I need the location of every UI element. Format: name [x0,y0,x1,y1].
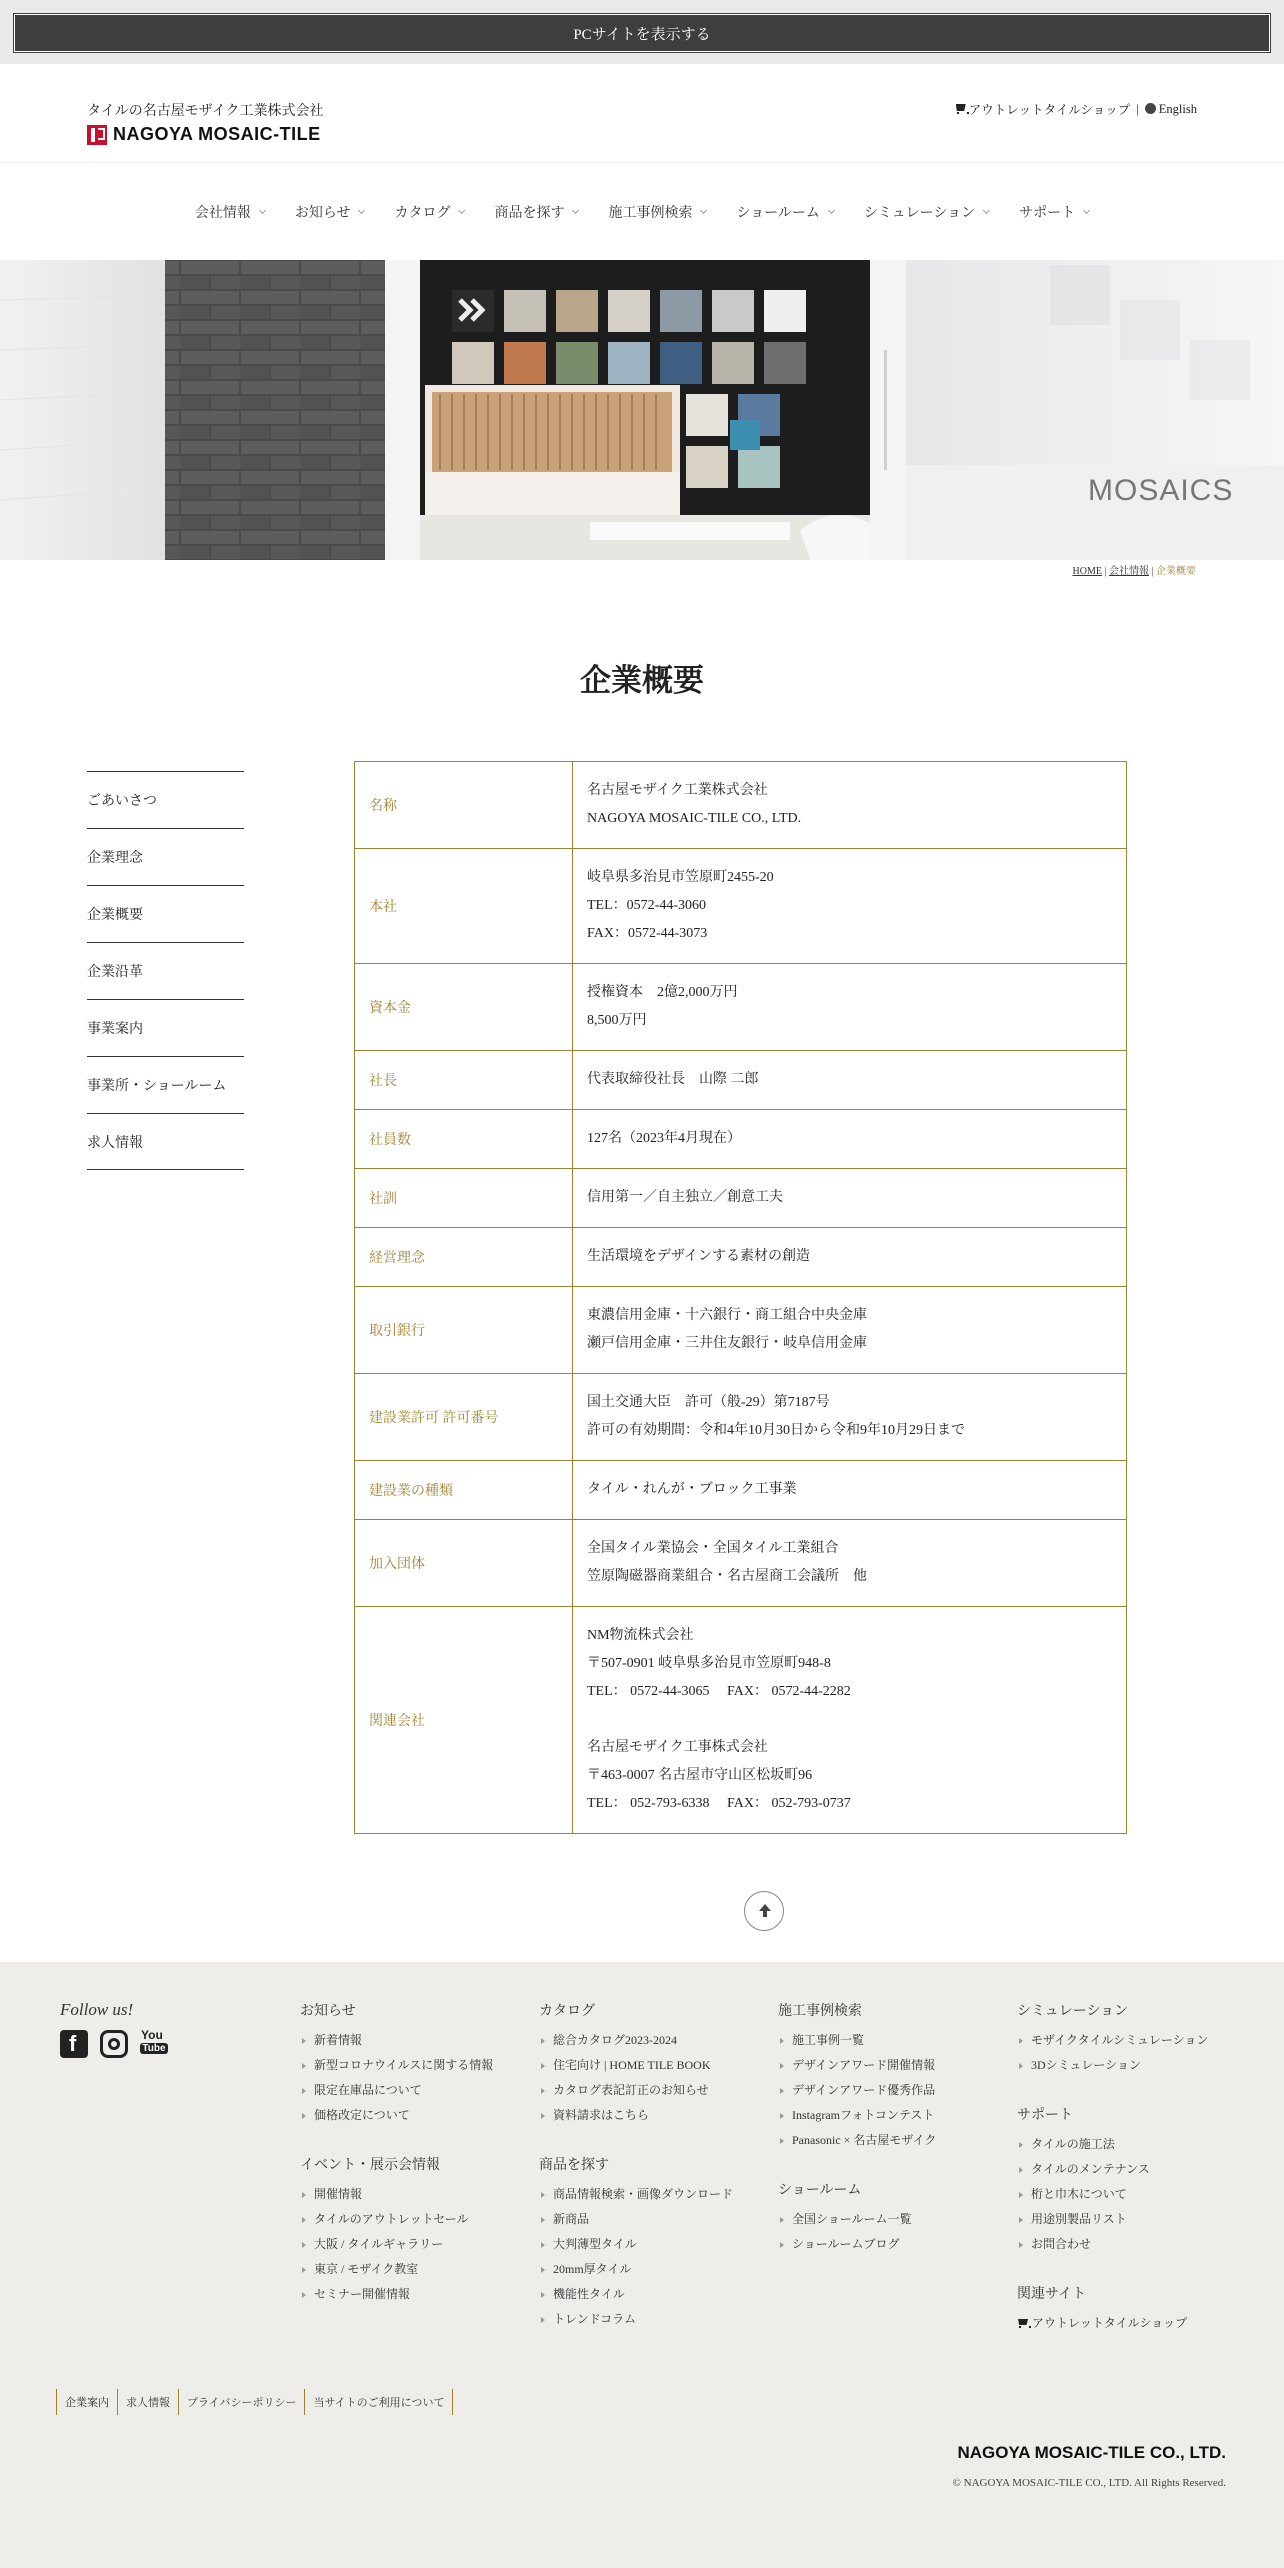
row-value [573,1110,1127,1169]
table-row [355,1607,1127,1834]
row-label: 社訓 [355,1169,573,1228]
table-row [355,964,1127,1051]
logo-text: NAGOYA MOSAIC-TILE [113,124,321,144]
footer-heading[interactable]: お知らせ [300,2004,356,2019]
table-row [355,1169,1127,1228]
breadcrumb-separator: | [1104,566,1107,577]
outlet-link[interactable]: アウトレットタイルショップ [954,100,1131,118]
footer-link[interactable]: ショールームブログ [778,2232,936,2257]
nav-item-label: 商品を探す [494,205,565,221]
footer-column-3 [778,2000,936,2283]
row-value [573,1169,1127,1228]
footer-heading[interactable]: ショールーム [778,2183,862,2198]
table-row [355,762,1127,849]
table-row [355,849,1127,964]
footer-bottom-link[interactable]: 求人情報 [118,2389,179,2415]
sidebar-item[interactable]: 企業概要 [87,885,244,942]
footer-column-2 [539,2000,733,2358]
nav-item[interactable] [1019,202,1089,222]
footer-link[interactable]: 20mm厚タイル [539,2257,733,2282]
company-subtitle: タイルの名古屋モザイク工業株式会社 [87,104,324,119]
footer-link-list [539,2182,733,2332]
footer-link-list [300,2182,493,2307]
footer-link[interactable]: モザイクタイルシミュレーション [1017,2028,1208,2053]
chevron-down-icon [259,206,266,213]
nav-item-label: 会社情報 [194,205,251,221]
footer-link[interactable]: 施工事例一覧 [778,2028,936,2053]
footer-link[interactable]: デザインアワード開催情報 [778,2053,936,2078]
value-line: TEL：0572-44-3060 [587,898,706,913]
row-value [573,1051,1127,1110]
nav-item[interactable] [736,202,833,222]
footer-link-list [778,2028,936,2153]
footer-bottom-links [56,2389,453,2415]
footer-link[interactable]: 価格改定について [300,2103,493,2128]
hero-image [0,260,1284,560]
sidebar-item[interactable]: 事業所・ショールーム [87,1056,244,1113]
row-label: 経営理念 [355,1228,573,1287]
value-line: FAX：0572-44-3073 [587,926,708,941]
row-value [573,1607,1127,1834]
value-line: 生活環境をデザインする素材の創造 [587,1249,811,1264]
breadcrumb-current: 企業概要 [1156,566,1196,577]
row-value [573,1287,1127,1374]
table-row [355,1520,1127,1607]
footer-column-4 [1017,2000,1208,2362]
nav-item[interactable] [394,202,464,222]
footer-link[interactable]: 機能性タイル [539,2282,733,2307]
site-footer [0,1962,1284,2568]
related-outlet-label: アウトレットタイルショップ [1032,2316,1188,2330]
row-label: 資本金 [355,964,573,1051]
nav-item-label: 施工事例検索 [608,205,693,221]
showroom-photo [0,260,1284,560]
footer-link[interactable]: タイルの施工法 [1017,2132,1208,2157]
chevron-down-icon [1083,206,1090,213]
value-line: 許可の有効期間：令和4年10月30日から令和9年10月29日まで [587,1423,965,1438]
chevron-down-icon [358,206,365,213]
footer-link[interactable]: 開催情報 [300,2182,493,2207]
breadcrumb-home[interactable]: HOME [1072,566,1102,577]
value-line: 信用第一／自主独立／創意工夫 [587,1190,783,1205]
row-label: 建設業許可 許可番号 [355,1374,573,1461]
footer-link[interactable]: 新着情報 [300,2028,493,2053]
value-line: 〒463-0007 名古屋市守山区松坂町96 [587,1768,813,1783]
value-line: 代表取締役社長 山際 二郎 [587,1072,759,1087]
site-header [0,64,1284,162]
nav-item-label: ショールーム [736,205,820,221]
value-line: 東濃信用金庫・十六銀行・商工組合中央金庫 [587,1308,867,1323]
footer-link[interactable]: カタログ表記訂正のお知らせ [539,2078,733,2103]
row-label: 関連会社 [355,1607,573,1834]
value-line: 8,500万円 [587,1013,647,1028]
value-line: 名古屋モザイク工業株式会社 [587,783,768,798]
footer-link[interactable]: Instagramフォトコンテスト [778,2103,936,2128]
footer-link[interactable]: 用途別製品リスト [1017,2207,1208,2232]
site-logo[interactable] [87,124,321,145]
mosaics-sign: MOSAICS [1088,474,1234,507]
row-value [573,1520,1127,1607]
chevron-down-icon [458,206,465,213]
footer-link[interactable]: Panasonic × 名古屋モザイク [778,2128,936,2153]
globe-icon [1145,103,1156,114]
nav-item[interactable] [864,202,989,222]
footer-heading[interactable]: 商品を探す [539,2158,609,2173]
footer-link[interactable]: 住宅向け | HOME TILE BOOK [539,2053,733,2078]
utility-separator: | [1136,101,1139,116]
utility-links [954,100,1197,118]
breadcrumb-separator: | [1151,566,1154,577]
blank-line [587,1706,1112,1734]
footer-link-list [1017,2132,1208,2257]
table-row [355,1228,1127,1287]
back-to-top-button[interactable] [744,1891,784,1931]
footer-link[interactable]: 限定在庫品について [300,2078,493,2103]
footer-link[interactable]: 東京 / モザイク教室 [300,2257,493,2282]
row-value [573,964,1127,1051]
row-value [573,849,1127,964]
value-line: 瀬戸信用金庫・三井住友銀行・岐阜信用金庫 [587,1336,867,1351]
logo-mark-icon [87,125,107,145]
footer-link[interactable]: 新商品 [539,2207,733,2232]
footer-link[interactable]: 資料請求はこちら [539,2103,733,2128]
facebook-icon[interactable] [60,2030,88,2058]
value-line: 全国タイル業協会・全国タイル工業組合 [587,1541,839,1556]
footer-bottom-link[interactable]: 当サイトのご利用について [305,2389,453,2415]
table-row [355,1051,1127,1110]
row-label: 加入団体 [355,1520,573,1607]
nav-item[interactable] [494,202,578,222]
table-row [355,1287,1127,1374]
row-label: 取引銀行 [355,1287,573,1374]
footer-link[interactable]: 全国ショールーム一覧 [778,2207,936,2232]
footer-link[interactable]: 3Dシミュレーション [1017,2053,1208,2078]
nav-item-label: お知らせ [294,205,351,221]
copyright: © NAGOYA MOSAIC-TILE CO., LTD. All Rights Reserved. [952,2477,1226,2489]
pc-site-bar [0,0,1284,64]
cart-icon [1017,2319,1029,2328]
row-label: 社長 [355,1051,573,1110]
related-outlet-link[interactable] [1017,2311,1208,2336]
value-line: 岐阜県多治見市笠原町2455-20 [587,870,774,885]
footer-heading[interactable]: シミュレーション [1017,2004,1129,2019]
nav-item-label: サポート [1019,205,1076,221]
footer-company-name: NAGOYA MOSAIC-TILE CO., LTD. [957,2443,1226,2462]
nav-item[interactable] [295,202,365,222]
related-sites-list [1017,2311,1208,2336]
company-info-table [354,761,1127,1834]
footer-heading[interactable]: イベント・展示会情報 [300,2158,440,2173]
footer-link[interactable]: 大阪 / タイルギャラリー [300,2232,493,2257]
footer-link[interactable]: 商品情報検索・画像ダウンロード [539,2182,733,2207]
row-value [573,762,1127,849]
chevron-down-icon [983,206,990,213]
main-nav [0,162,1284,260]
row-label: 建設業の種類 [355,1461,573,1520]
footer-link[interactable]: タイルのメンテナンス [1017,2157,1208,2182]
row-label: 社員数 [355,1110,573,1169]
sidebar-item[interactable]: 企業沿革 [87,942,244,999]
cart-icon [954,104,967,114]
row-value [573,1461,1127,1520]
instagram-icon[interactable] [100,2030,128,2058]
footer-heading[interactable]: サポート [1017,2108,1073,2123]
table-row [355,1461,1127,1520]
value-line: 〒507-0901 岐阜県多治見市笠原町948-8 [587,1656,831,1671]
value-line: 笠原陶磁器商業組合・名古屋商工会議所 他 [587,1569,867,1584]
footer-link[interactable]: 桁と巾木について [1017,2182,1208,2207]
footer-bottom-link[interactable]: プライバシーポリシー [179,2389,305,2415]
sidebar-nav [87,771,244,1170]
footer-link[interactable]: 大判薄型タイル [539,2232,733,2257]
row-value [573,1228,1127,1287]
related-sites-heading: 関連サイト [1017,2287,1087,2302]
row-value [573,1374,1127,1461]
chevron-down-icon [572,206,579,213]
value-line: 名古屋モザイク工事株式会社 [587,1740,768,1755]
table-row [355,1374,1127,1461]
value-line: NAGOYA MOSAIC-TILE CO., LTD. [587,811,802,826]
footer-link-list [300,2028,493,2128]
english-link[interactable]: English [1145,102,1197,117]
nav-item-label: シミュレーション [863,205,976,221]
breadcrumb [1073,562,1196,577]
footer-link-list [539,2028,733,2128]
nav-item[interactable] [195,202,265,222]
sidebar-item[interactable]: 求人情報 [87,1113,244,1170]
sidebar-item[interactable]: 企業理念 [87,828,244,885]
page-title: 企業概要 [580,663,704,699]
sample-rack [425,392,680,516]
row-label: 本社 [355,849,573,964]
footer-link[interactable]: 新型コロナウイルスに関する情報 [300,2053,493,2078]
footer-heading[interactable]: カタログ [539,2004,595,2019]
footer-link[interactable]: デザインアワード優秀作品 [778,2078,936,2103]
follow-us-label: Follow us! [60,2000,134,2019]
social-links [60,2030,168,2058]
sidebar-item[interactable]: ごあいさつ [87,771,244,828]
value-line: 国土交通大臣 許可（般-29）第7187号 [587,1395,830,1410]
footer-link[interactable]: セミナー開催情報 [300,2282,493,2307]
footer-heading[interactable]: 施工事例検索 [778,2004,862,2019]
footer-column-1 [300,2000,493,2333]
footer-link[interactable]: トレンドコラム [539,2307,733,2332]
value-line: 127名（2023年4月現在） [587,1131,741,1146]
footer-link-list [1017,2028,1208,2078]
footer-link[interactable]: タイルのアウトレットセール [300,2207,493,2232]
pc-site-button[interactable]: PCサイトを表示する [14,14,1270,52]
footer-link[interactable]: お問合わせ [1017,2232,1208,2257]
value-line: NM物流株式会社 [587,1628,694,1643]
nav-item[interactable] [608,202,706,222]
value-line: TEL： 0572-44-3065 FAX： 0572-44-2282 [587,1684,851,1699]
value-line: 授権資本 2億2,000万円 [587,985,738,1000]
table-row [355,1110,1127,1169]
nav-item-label: カタログ [394,205,451,221]
youtube-icon[interactable] [140,2030,168,2058]
footer-link-list [778,2207,936,2257]
footer-bottom-link[interactable]: 企業案内 [57,2389,118,2415]
row-label: 名称 [355,762,573,849]
breadcrumb-section[interactable]: 会社情報 [1108,566,1149,577]
chevron-down-icon [700,206,707,213]
chevron-down-icon [828,206,835,213]
footer-link[interactable]: 総合カタログ2023-2024 [539,2028,733,2053]
value-line: TEL： 052-793-6338 FAX： 052-793-0737 [587,1796,851,1811]
sidebar-item[interactable]: 事業案内 [87,999,244,1056]
value-line: タイル・れんが・ブロック工事業 [587,1482,797,1497]
